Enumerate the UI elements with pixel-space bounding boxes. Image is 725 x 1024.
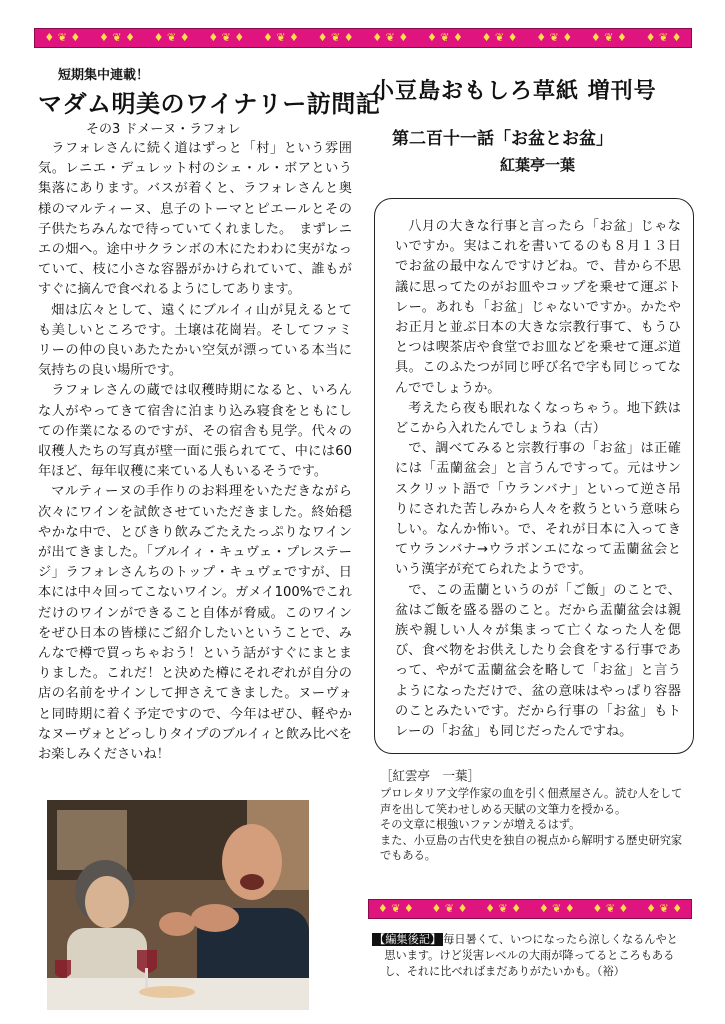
band-ornament: ♦ ❦ ♦ (590, 31, 627, 44)
decorative-band-middle (368, 899, 692, 919)
editor-note-line: し、それに比べればまだありがたいかも。（裕） (384, 965, 625, 978)
band-ornament: ♦ ❦ ♦ (592, 902, 629, 915)
article-title: マダム明美のワイナリー訪問記 (38, 90, 381, 118)
band-ornament: ♦ ❦ ♦ (645, 31, 682, 44)
dinner-photo (47, 800, 309, 1010)
band-ornament: ♦ ❦ ♦ (99, 31, 135, 44)
column-paragraph: で、調べてみると宗教行事の「お盆」は正確には「盂蘭盆会」と言うんですって。元はサンスクリット語で「ウランバナ」といって逆さ吊りにされた苦しみから人々を救うという意味らしい。なんか怖い。で、それが日本に入ってきてウランバナ→ウラボンエになって盂蘭盆会という漢字が充てられたようです。 (395, 441, 681, 578)
band-ornament: ♦ ❦ ♦ (485, 902, 522, 915)
band-ornament: ♦ ❦ ♦ (481, 31, 518, 44)
editor-note-label: 【編集後記】 (374, 933, 442, 946)
band-ornament: ♦ ❦ ♦ (536, 31, 573, 44)
article-paragraph: マルティーヌの手作りのお料理をいただきながら次々にワインを試飲させていただきました。終始穏やかな中で、とびきり飲みごたえたっぷりなワインが出てきました。「ブルイィ・キュヴェ・プレステージ」ラフォレさんちのトップ・キュヴェですが、日本には中々回ってこないワイン。ガメイ100%でこれだけのワインができること自体が脅威。このワインをぜひ日本の皆様にご紹介したいということで、みんなで樽で買っちゃおう！という話がすぐにまとまりました。これだ！と決めた樽にそれぞれが自分の店の名前をサインして押さえてきました。ヌーヴォと同時期に着く予定ですので、今年はぜひ、軽やかなヌーヴォとどっしりタイプのブルイィと飲み比べをお楽しみくださいね！ (38, 484, 352, 763)
column-paragraph: 八月の大きな行事と言ったら「お盆」じゃないですか。実はこれを書いてるのも８月１３日でお盆の最中なんですけどね。で、昔から不思議に思ってたのがお皿やコップを乗せて運ぶトレー。あれも「お盆」じゃないですか。かたやお正月と並ぶ日本の大きな宗教行事て、もうひとつは喫茶店や食堂でお皿などを乗せて運ぶ道具。このふたつが同じ呼び名で字も同じってなんででしょうか。 (395, 219, 681, 396)
band-ornament: ♦ ❦ ♦ (153, 31, 190, 44)
profile-line: また、小豆島の古代史を独自の視点から解明する歴史研究家でもある。 (380, 833, 683, 862)
article-paragraph: 畑は広々として、遠くにブルイィ山が見えるとても美しいところです。土壌は花崗岩。そしてファミリーの仲の良いあたたかい空気が漂っている本当に気持ちの良い場所です。 (38, 302, 352, 379)
editor-note-line: 思います。けど災害レベルの大雨が降ってるところもある (384, 949, 675, 962)
editor-note (372, 932, 692, 980)
article-body (38, 139, 352, 765)
profile-line: プロレタリア文学作家の血を引く佃煮屋さん。読む人をして声を出して笑わせしめる天賦の文筆力を授かる。 (380, 787, 683, 816)
column-paragraph: 考えたら夜も眠れなくなっちゃう。地下鉄はどこから入れたんでしょうね（古） (395, 400, 681, 437)
article-paragraph: ラフォレさんに続く道はずっと「村」という雰囲気。レニエ・デュレット村のシェ・ル・ボアという集落にあります。バスが着くと、ラフォレさんと奥様のマルティーヌ、息子のトーマとピエールとその子供たちみんなで待っていてくれました。 まずレニエの畑へ。途中サクランボの木にたわわに実がなっていて、枝に小さな容器がかけられていて、誰もがすぐに摘んで食べれるようにしてあります。 (38, 141, 352, 298)
article-lede: 短期集中連載！ (58, 68, 150, 83)
dinner-photo-illustration (47, 800, 309, 1010)
band-ornament: ♦ ❦ ♦ (431, 902, 468, 915)
article-subtitle: その3 ドメーヌ・ラフォレ (86, 122, 241, 137)
author-profile (380, 766, 690, 864)
masthead-title: 小豆島おもしろ草紙 増刊号 (372, 79, 657, 104)
column-paragraph: で、この盂蘭というのが「ご飯」のことで、盆はご飯を盛る器のこと。だから盂蘭盆会は親族や親しい人々が集まって亡くなった人を偲び、食べ物をお供えしたり会食をする行事であって、やがて盂蘭盆会を略して「お盆」と言うようになっただけで、盆の意味はやっぱり容器のことみたいです。だから行事の「お盆」もトレーの「お盆」も同じだったんですね。 (395, 582, 681, 740)
band-ornament: ♦ ❦ ♦ (208, 31, 245, 44)
band-ornament: ♦ ❦ ♦ (646, 902, 683, 915)
episode-title: 第二百十一話「お盆とお盆」 (392, 129, 613, 149)
episode-author: 紅葉亭一葉 (500, 156, 576, 174)
article-paragraph: ラフォレさんの蔵では収穫時期になると、いろんな人がやってきて宿舎に泊まり込み寝食をともにしての作業になるのですが、その宿舎も見学。代々の収穫人たちの写真が壁一面に張られてて、中には60年ほど、毎年収穫に来ている人もいるそうです。 (38, 383, 352, 480)
band-ornament: ♦ ❦ ♦ (262, 31, 299, 44)
band-ornament: ♦ ❦ ♦ (44, 31, 81, 44)
band-ornament: ♦ ❦ ♦ (538, 902, 575, 915)
editor-note-line: 毎日暑くて、いつになったら涼しくなるんやと (443, 933, 678, 946)
band-ornament: ♦ ❦ ♦ (317, 31, 354, 44)
band-ornament: ♦ ❦ ♦ (372, 31, 409, 44)
band-ornament: ♦ ❦ ♦ (377, 902, 414, 915)
column-box (374, 198, 694, 754)
decorative-band-top (34, 28, 692, 48)
profile-title: ［紅雲亭 一葉］ (380, 768, 481, 783)
profile-line: その文章に根強いファンが増えるはず。 (380, 818, 581, 831)
band-ornament: ♦ ❦ ♦ (426, 31, 463, 44)
